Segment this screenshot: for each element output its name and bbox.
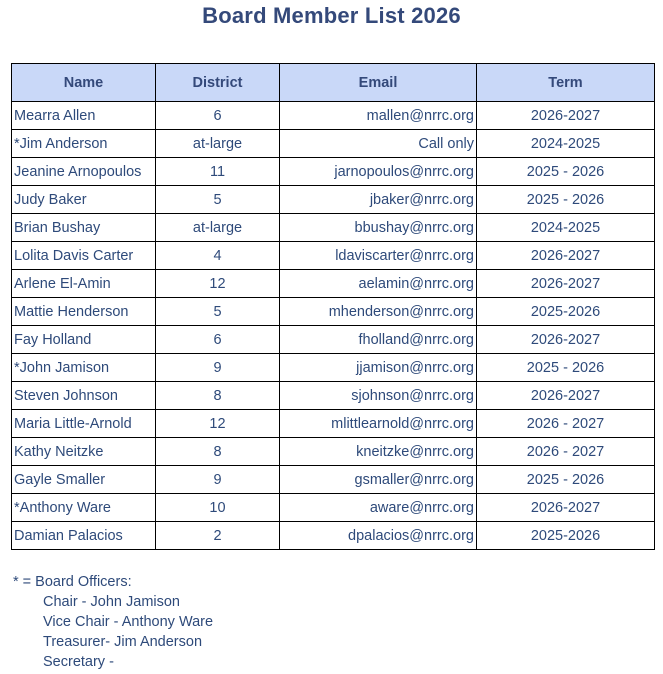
cell-district: 9 [156,466,280,494]
cell-term: 2024-2025 [477,214,655,242]
footnote-heading: * = Board Officers: [13,574,132,590]
cell-email: mlittlearnold@nrrc.org [280,410,477,438]
cell-district: 2 [156,522,280,550]
cell-email: kneitzke@nrrc.org [280,438,477,466]
cell-name: Damian Palacios [12,522,156,550]
cell-email: gsmaller@nrrc.org [280,466,477,494]
cell-district: 11 [156,158,280,186]
cell-district: 9 [156,354,280,382]
cell-term: 2026-2027 [477,326,655,354]
cell-district: at-large [156,130,280,158]
cell-term: 2026-2027 [477,382,655,410]
cell-name: Mattie Henderson [12,298,156,326]
cell-district: 8 [156,438,280,466]
table-row [12,438,655,466]
table-row [12,158,655,186]
cell-term: 2026-2027 [477,102,655,130]
cell-name: Judy Baker [12,186,156,214]
column-header-email: Email [280,64,477,102]
cell-district: 10 [156,494,280,522]
cell-name: Maria Little-Arnold [12,410,156,438]
cell-district: at-large [156,214,280,242]
page-title: Board Member List 2026 [202,3,461,28]
table-row [12,214,655,242]
cell-name: Steven Johnson [12,382,156,410]
cell-email: sjohnson@nrrc.org [280,382,477,410]
cell-email: dpalacios@nrrc.org [280,522,477,550]
cell-district: 12 [156,410,280,438]
cell-email: aelamin@nrrc.org [280,270,477,298]
table-row [12,270,655,298]
cell-term: 2026-2027 [477,242,655,270]
cell-email: bbushay@nrrc.org [280,214,477,242]
cell-district: 8 [156,382,280,410]
column-header-term: Term [477,64,655,102]
cell-term: 2024-2025 [477,130,655,158]
cell-district: 4 [156,242,280,270]
cell-email: jbaker@nrrc.org [280,186,477,214]
column-header-district: District [156,64,280,102]
column-header-name: Name [12,64,156,102]
cell-email: mallen@nrrc.org [280,102,477,130]
cell-term: 2025 - 2026 [477,354,655,382]
cell-district: 6 [156,326,280,354]
table-row [12,102,655,130]
cell-name: Kathy Neitzke [12,438,156,466]
table-row [12,326,655,354]
cell-name: Gayle Smaller [12,466,156,494]
cell-name: Arlene El-Amin [12,270,156,298]
officers-footnote [13,572,213,672]
cell-email: fholland@nrrc.org [280,326,477,354]
table-row [12,466,655,494]
table-row [12,298,655,326]
table-row [12,494,655,522]
cell-district: 5 [156,186,280,214]
table-row [12,410,655,438]
cell-name: Fay Holland [12,326,156,354]
cell-term: 2025 - 2026 [477,186,655,214]
cell-term: 2026 - 2027 [477,410,655,438]
cell-email: Call only [280,130,477,158]
cell-email: ldaviscarter@nrrc.org [280,242,477,270]
cell-email: aware@nrrc.org [280,494,477,522]
cell-term: 2025-2026 [477,298,655,326]
table-row [12,186,655,214]
table-header-row [12,64,655,102]
cell-name: Jeanine Arnopoulos [12,158,156,186]
table-row [12,522,655,550]
officer-line: Treasurer- Jim Anderson [43,634,203,650]
cell-district: 5 [156,298,280,326]
officer-line: Chair - John Jamison [43,594,180,610]
cell-term: 2025 - 2026 [477,466,655,494]
cell-term: 2026-2027 [477,270,655,298]
officer-line: Secretary - [43,654,114,670]
officer-list [13,592,213,672]
cell-email: jarnopoulos@nrrc.org [280,158,477,186]
board-member-table [11,63,655,550]
cell-name: *Anthony Ware [12,494,156,522]
table-row [12,354,655,382]
cell-name: Brian Bushay [12,214,156,242]
table-row [12,382,655,410]
cell-term: 2026 - 2027 [477,438,655,466]
table-row [12,242,655,270]
cell-name: Lolita Davis Carter [12,242,156,270]
cell-term: 2026-2027 [477,494,655,522]
cell-district: 12 [156,270,280,298]
cell-term: 2025-2026 [477,522,655,550]
cell-email: mhenderson@nrrc.org [280,298,477,326]
officer-line: Vice Chair - Anthony Ware [43,614,214,630]
cell-name: Mearra Allen [12,102,156,130]
table-row [12,130,655,158]
table-body [12,102,655,550]
cell-name: *John Jamison [12,354,156,382]
cell-term: 2025 - 2026 [477,158,655,186]
cell-district: 6 [156,102,280,130]
cell-email: jjamison@nrrc.org [280,354,477,382]
cell-name: *Jim Anderson [12,130,156,158]
